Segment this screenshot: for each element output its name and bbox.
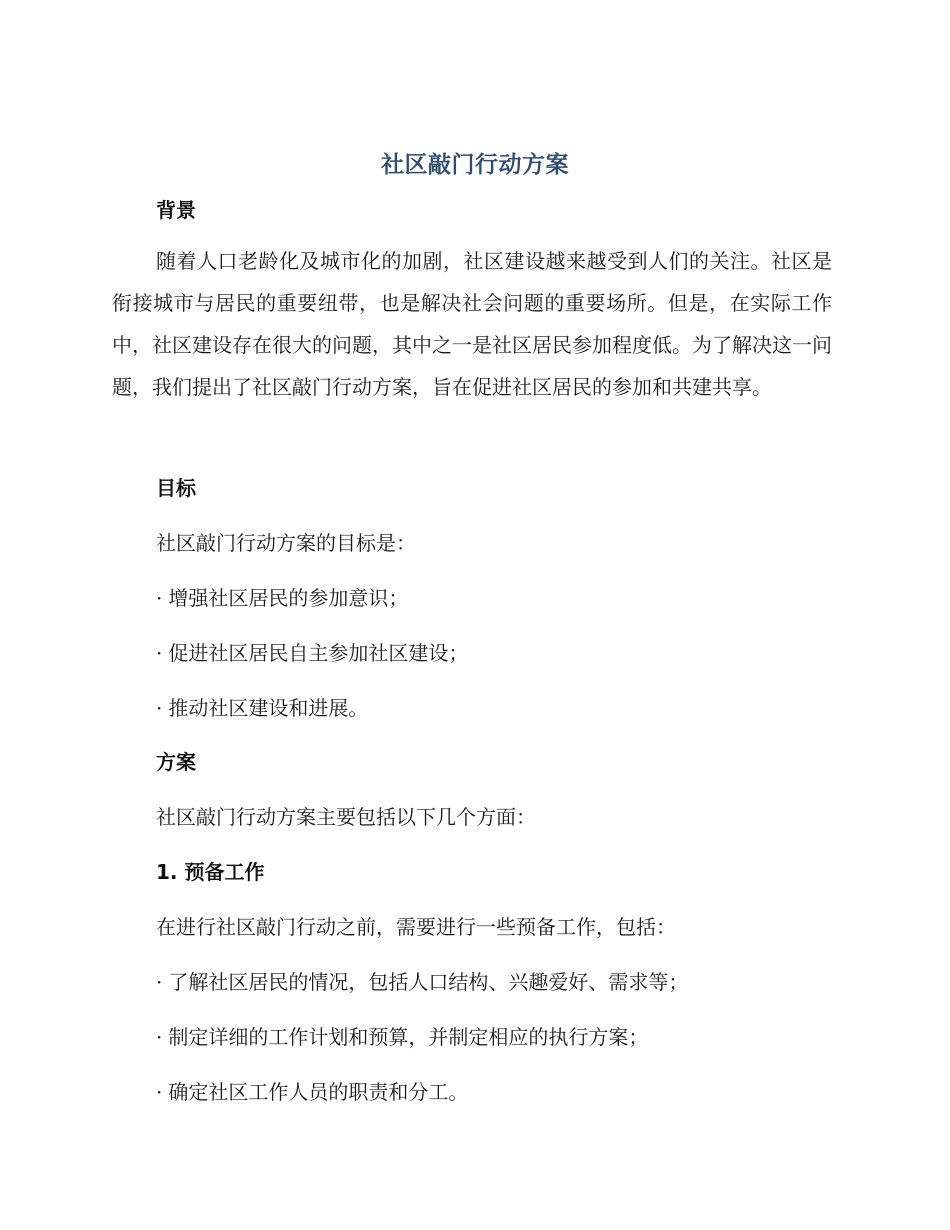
- bullet-icon: ·: [156, 696, 163, 720]
- subsection-heading-preparation: 1. 预备工作: [156, 860, 265, 884]
- list-item: [156, 582, 408, 611]
- document-title: 社区敲门行动方案: [381, 152, 569, 178]
- list-item-text: 制定详细的工作计划和预算，并制定相应的执行方案；: [168, 1025, 649, 1049]
- preparation-intro: 在进行社区敲门行动之前，需要进行一些预备工作，包括：: [156, 915, 676, 939]
- plan-intro: 社区敲门行动方案主要包括以下几个方面：: [156, 805, 536, 829]
- list-item-text: 增强社区居民的参加意识；: [168, 586, 409, 610]
- bullet-icon: ·: [156, 970, 163, 994]
- list-item: [156, 1021, 648, 1050]
- list-item: [156, 1076, 468, 1105]
- list-item: [156, 692, 368, 721]
- list-item-text: 了解社区居民的情况，包括人口结构、兴趣爱好、需求等；: [168, 970, 689, 994]
- list-item-text: 确定社区工作人员的职责和分工。: [168, 1080, 469, 1104]
- background-paragraph: 随着人口老龄化及城市化的加剧，社区建设越来越受到人们的关注。社区是衔接城市与居民的重要纽带，也是解决社会问题的重要场所。但是，在实际工作中，社区建设存在很大的问题，其中之一是社区居民参加程度低。为了解决这一问题，我们提出了社区敲门行动方案，旨在促进社区居民的参加和共建共享。: [112, 249, 832, 399]
- list-item: [156, 966, 688, 995]
- list-item-text: 促进社区居民自主参加社区建设；: [168, 641, 469, 665]
- goal-intro: 社区敲门行动方案的目标是：: [156, 531, 416, 555]
- bullet-icon: ·: [156, 1025, 163, 1049]
- section-heading-background: 背景: [156, 198, 196, 222]
- list-item: [156, 637, 468, 666]
- bullet-icon: ·: [156, 641, 163, 665]
- section-heading-goal: 目标: [156, 476, 196, 500]
- section-heading-plan: 方案: [156, 750, 196, 774]
- bullet-icon: ·: [156, 1080, 163, 1104]
- bullet-icon: ·: [156, 586, 163, 610]
- list-item-text: 推动社区建设和进展。: [168, 696, 369, 720]
